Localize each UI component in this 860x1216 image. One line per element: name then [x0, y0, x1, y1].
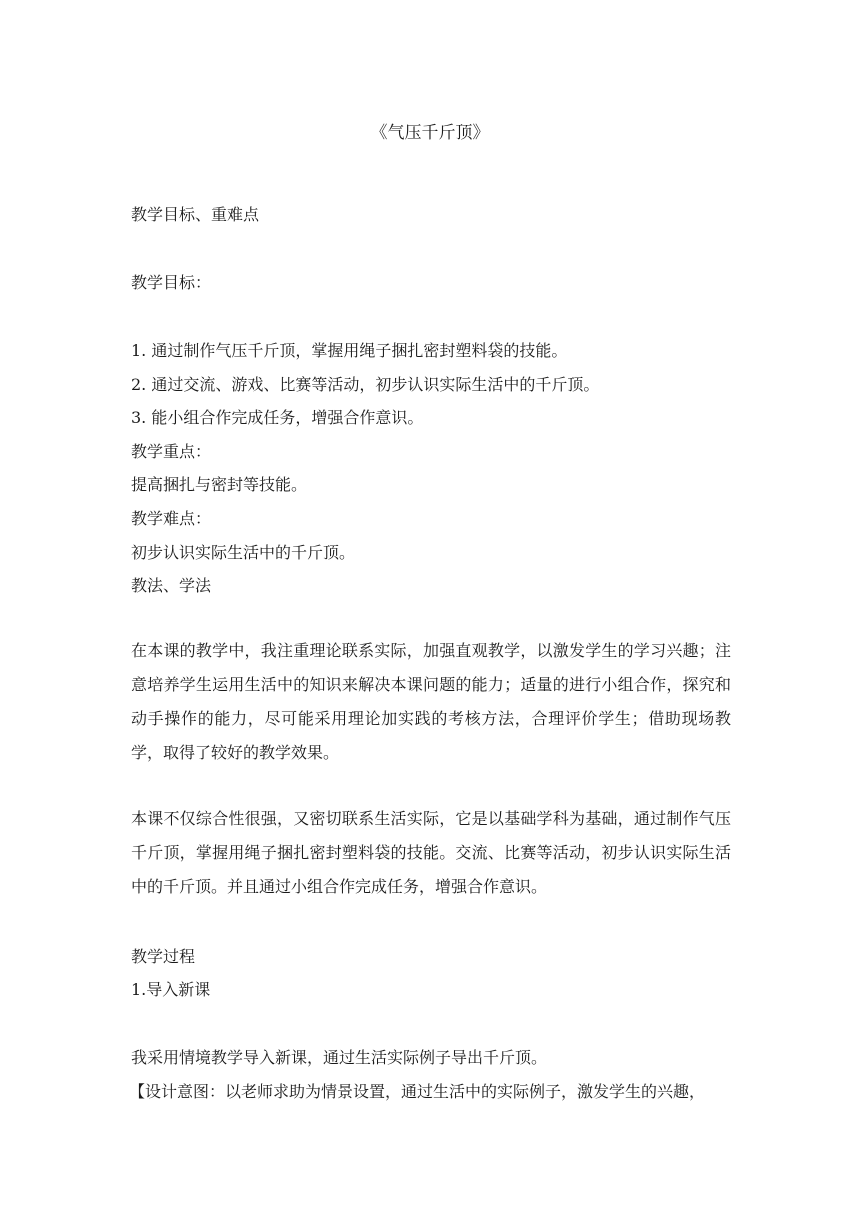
- difficulty-text: 初步认识实际生活中的千斤顶。: [131, 543, 356, 562]
- section-heading-process: 教学过程: [131, 947, 196, 966]
- methods-paragraph-1: 在本课的教学中，我注重理论联系实际，加强直观教学，以激发学生的学习兴趣；注意培养学生运用生活中的知识来解决本课问题的能力；适量的进行小组合作，探究和动手操作的能力，尽可能采用理论加实践的考核方法，合理评价学生；借助现场教学，取得了较好的教学效果。: [131, 641, 731, 762]
- design-intent-line: 【设计意图：以老师求助为情景设置，通过生活中的实际例子，激发学生的兴趣，: [129, 1082, 706, 1101]
- methods-paragraph-2: 本课不仅综合性很强，又密切联系生活实际，它是以基础学科为基础，通过制作气压千斤顶，掌握用绳子捆扎密封塑料袋的技能。交流、比赛等活动，初步认识实际生活中的千斤顶。并且通过小组合作完成任务，增强合作意识。: [131, 809, 731, 896]
- section-heading-methods: 教法、学法: [131, 576, 212, 595]
- document-title: 《气压千斤顶》: [370, 123, 490, 143]
- focus-label: 教学重点：: [131, 442, 212, 461]
- focus-text: 提高捆扎与密封等技能。: [131, 475, 308, 494]
- difficulty-label: 教学难点：: [131, 509, 212, 528]
- goal-item-2: 2. 通过交流、游戏、比赛等活动，初步认识实际生活中的千斤顶。: [131, 375, 600, 394]
- intro-paragraph: 我采用情境教学导入新课，通过生活实际例子导出千斤顶。: [131, 1048, 548, 1067]
- goal-item-3: 3. 能小组合作完成任务，增强合作意识。: [131, 408, 424, 427]
- section-heading-goals: 教学目标、重难点: [131, 205, 260, 224]
- goal-item-1: 1. 通过制作气压千斤顶，掌握用绳子捆扎密封塑料袋的技能。: [131, 341, 568, 360]
- step-heading-1: 1.导入新课: [131, 980, 211, 999]
- goals-label: 教学目标：: [131, 273, 212, 292]
